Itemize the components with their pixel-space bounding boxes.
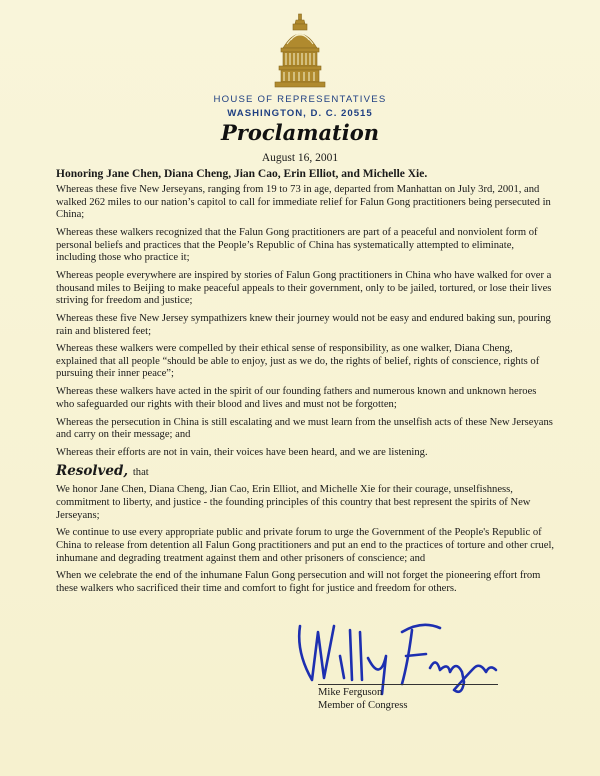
document-title: Proclamation <box>220 120 379 145</box>
resolved-suffix: that <box>132 466 149 478</box>
document-heading: Honoring Jane Chen, Diana Cheng, Jian Cao, Erin Elliot, and Michelle Xie. <box>56 168 428 180</box>
signer-name: Mike Ferguson <box>318 687 383 698</box>
whereas-clause: Whereas these five New Jersey sympathizers knew their journey would not be easy and endured baking sun, pouring rain and blistered feet; <box>56 312 551 337</box>
letterhead-house: HOUSE OF REPRESENTATIVES <box>213 94 387 105</box>
document-date: August 16, 2001 <box>261 152 339 164</box>
whereas-clause: Whereas these walkers recognized that the Falun Gong practitioners are part of a peaceful and nonviolent form of personal beliefs and practices that the People’s Republic of China has systematically attempted to eliminate, including those who practice it; <box>56 226 538 264</box>
whereas-clause: Whereas these walkers were compelled by their ethical sense of responsibility, as one walker, Diana Cheng, explained that all people “should be able to enjoy, just as we do, the rights of belief, rights of conscience, rights of pursuing their inner peace”; <box>56 343 540 380</box>
capitol-dome-seal <box>271 12 329 92</box>
letterhead-address: WASHINGTON, D. C. 20515 <box>227 108 373 119</box>
whereas-clause: Whereas their efforts are not in vain, their voices have been heard, and we are listening. <box>56 447 428 458</box>
whereas-clause: Whereas the persecution in China is still escalating and we must learn from the unselfish acts of these New Jerseyans and carry on their message; and <box>56 416 553 441</box>
resolution-clause: We continue to use every appropriate public and private forum to urge the Government of the People's Republic of China to release from detention all Falun Gong practitioners and put an end to the practices of torture and other cruel, inhumane and degrading treatment against them and other prisoners of conscience; and <box>56 527 555 564</box>
whereas-clause: Whereas these walkers have acted in the spirit of our founding fathers and numerous known and unknown heroes who safeguarded our rights with their blood and lives and must not be forgotten; <box>56 386 537 410</box>
resolved-heading <box>56 462 556 480</box>
proclamation-body <box>56 184 556 601</box>
signer-title: Member of Congress <box>318 700 408 711</box>
whereas-clause: Whereas these five New Jerseyans, ranging from 19 to 73 in age, departed from Manhattan on July 3rd, 2001, and walked 262 miles to our nation’s capitol to call for immediate relief for Falun Gong practitioners being persecuted in China; <box>56 184 551 221</box>
resolution-clause: When we celebrate the end of the inhumane Falun Gong persecution and will not forget the pioneering effort from these walkers who sacrificed their time and comfort to fight for justice and freedom for others. <box>56 570 541 594</box>
signer-block <box>318 686 407 712</box>
signature-line <box>318 684 498 685</box>
resolved-word: Resolved, <box>56 462 129 479</box>
resolution-clause: We honor Jane Chen, Diana Cheng, Jian Cao, Erin Elliot, and Michelle Xie for their courage, unselfishness, commitment to liberty, and justice - the founding principles of this country that best represent the spirits of New Jerseyans; <box>56 484 531 521</box>
whereas-clause: Whereas people everywhere are inspired by stories of Falun Gong practitioners in China who have walked for over a thousand miles to Beijing to make peaceful appeals to their government, only to be jailed, tortured, or lose their lives striving for freedom and justice; <box>56 269 552 307</box>
